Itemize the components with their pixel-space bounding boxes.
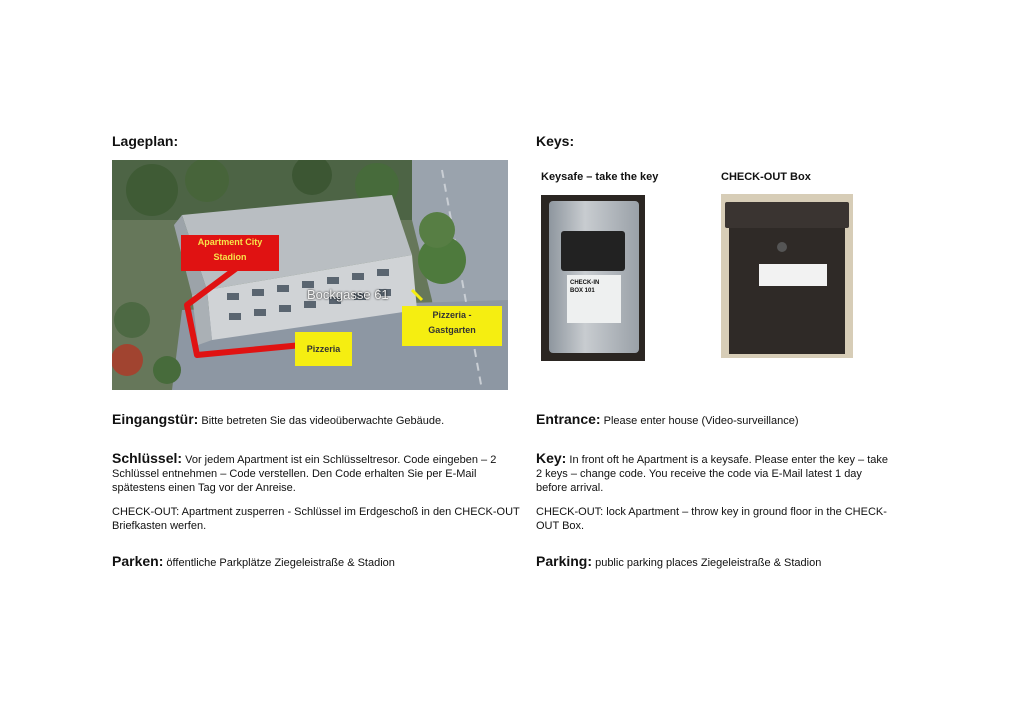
keys-title: Keys: [536, 133, 575, 149]
right-keys-text: In front oft he Apartment is a keysafe. Please enter the key – take 2 keys – change code. You receive the code via E-Mail latest 1 day before arrival. [536, 454, 888, 494]
lock-icon [777, 242, 787, 252]
garden-callout-line1: Pizzeria - [432, 310, 472, 320]
apartment-callout-line2: Stadion [213, 252, 247, 262]
keysafe-sign-line1: CHECK-IN [570, 280, 600, 286]
right-parking-term: Parking: [536, 553, 593, 569]
left-keys-term: Schlüssel: [112, 450, 183, 466]
right-parking [536, 554, 946, 570]
lageplan-title: Lageplan: [112, 133, 179, 149]
aerial-map-image [112, 160, 508, 390]
street-label: Bockgasse 61 [307, 287, 389, 302]
apartment-callout [181, 235, 279, 271]
checkout-box-photo [721, 194, 853, 358]
right-keys-term: Key: [536, 450, 567, 466]
left-parking [112, 554, 522, 570]
apartment-callout-line1: Apartment City [197, 237, 263, 247]
right-checkout: CHECK-OUT: lock Apartment – throw key in ground floor in the CHECK-OUT Box. [536, 506, 887, 532]
right-entrance [536, 412, 946, 428]
keysafe-photo [541, 195, 645, 361]
checkout-box-label: CHECK-OUT Box [721, 171, 811, 183]
left-entrance-text: Bitte betreten Sie das videoüberwachte Gebäude. [201, 415, 445, 427]
keysafe-sign [567, 275, 621, 323]
left-checkout: CHECK-OUT: Apartment zusperren - Schlüssel im Erdgeschoß in den CHECK-OUT Briefkasten werfen. [112, 506, 520, 532]
left-parking-text: öffentliche Parkplätze Ziegeleistraße & Stadion [166, 557, 395, 569]
pizzeria-callout: Pizzeria [295, 332, 352, 366]
keysafe-label: Keysafe – take the key [541, 171, 659, 183]
left-entrance [112, 412, 522, 428]
left-keys-text: Vor jedem Apartment ist ein Schlüsseltresor. Code eingeben – 2 Schlüssel entnehmen – Code verstellen. Den Code erhalten Sie per E-Mail spätestens einen Tag vor der Anreise. [112, 454, 497, 494]
garden-callout-line2: Gastgarten [428, 325, 476, 335]
left-keys [112, 451, 522, 495]
left-parking-term: Parken: [112, 553, 164, 569]
keysafe-sign-line2: BOX 101 [570, 288, 595, 294]
right-keys [536, 451, 896, 495]
right-parking-text: public parking places Ziegeleistraße & Stadion [595, 557, 822, 569]
left-entrance-term: Eingangstür: [112, 411, 199, 427]
garden-callout [402, 306, 502, 346]
right-entrance-text: Please enter house (Video-surveillance) [603, 415, 799, 427]
right-entrance-term: Entrance: [536, 411, 601, 427]
